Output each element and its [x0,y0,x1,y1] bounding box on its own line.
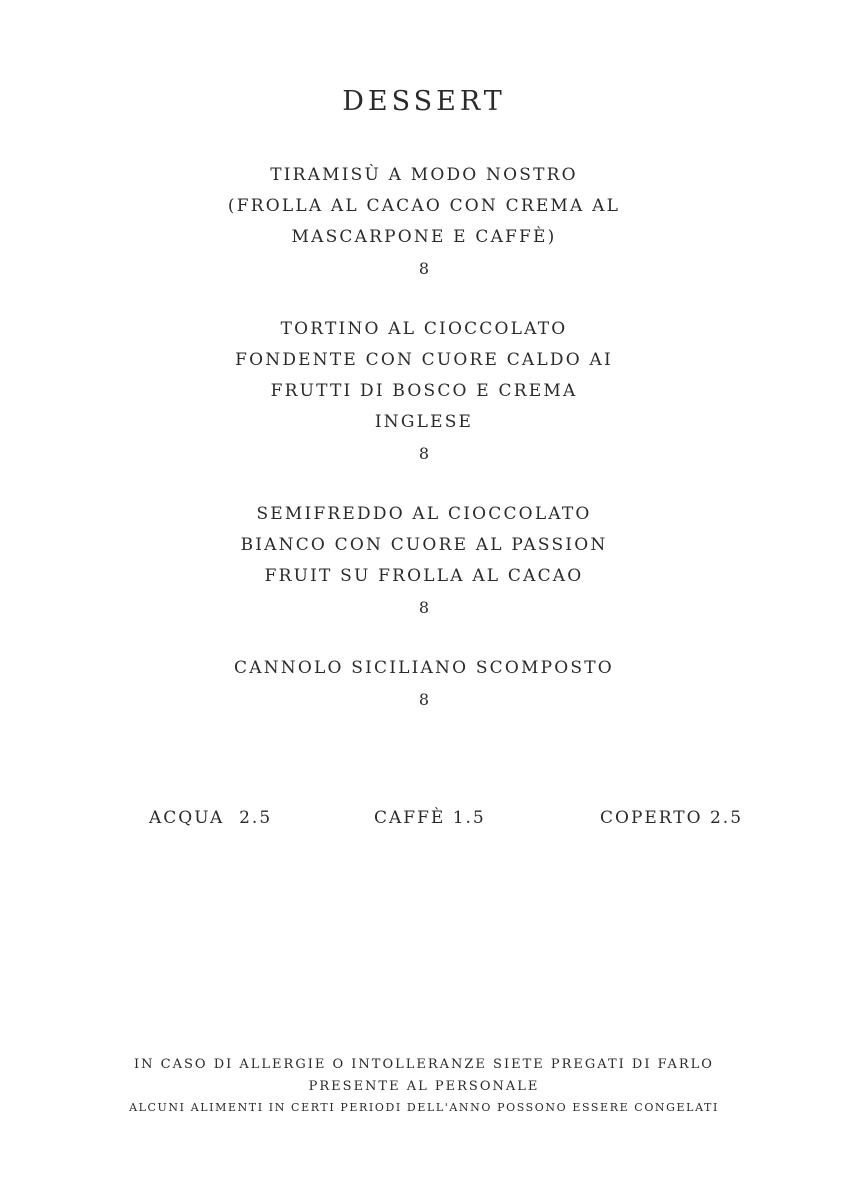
item-name-line: TORTINO AL CIOCCOLATO [280,319,568,339]
footer-line: IN CASO DI ALLERGIE O INTOLLERANZE SIETE PREGATI DI FARLO [134,1057,714,1072]
menu-item-cannolo [0,653,848,715]
extra-coperto: COPERTO 2.5 [600,808,744,828]
dessert-list [0,160,848,715]
extra-acqua: ACQUA 2.5 [149,808,273,828]
menu-item-tiramisu [0,160,848,284]
item-name-line: FONDENTE CON CUORE CALDO AI [235,350,613,370]
footer-line: PRESENTE AL PERSONALE [308,1079,540,1094]
item-name-line: FRUIT SU FROLLA AL CACAO [264,566,584,586]
item-name-line: TIRAMISÙ A MODO NOSTRO [270,165,578,185]
menu-item-tortino [0,314,848,469]
extra-caffe: CAFFÈ 1.5 [374,808,486,828]
item-name-line: INGLESE [374,412,474,432]
item-price: 8 [418,259,430,278]
item-name-line: (FROLLA AL CACAO CON CREMA AL [227,196,621,216]
item-name-line: BIANCO CON CUORE AL PASSION [240,535,608,555]
item-name-line: CANNOLO SICILIANO SCOMPOSTO [234,658,614,678]
footer-line-frozen-notice: ALCUNI ALIMENTI IN CERTI PERIODI DELL'ANNO POSSONO ESSERE CONGELATI [129,1101,719,1114]
item-price: 8 [418,598,430,617]
extras-row [0,808,848,838]
item-name-line: SEMIFREDDO AL CIOCCOLATO [256,504,592,524]
item-name-line: FRUTTI DI BOSCO E CREMA [270,381,578,401]
page-title: DESSERT [342,86,506,117]
item-price: 8 [418,444,430,463]
menu-item-semifreddo [0,499,848,623]
allergy-notice [0,1054,848,1118]
item-price: 8 [418,690,430,709]
item-name-line: MASCARPONE E CAFFÈ) [291,227,557,247]
